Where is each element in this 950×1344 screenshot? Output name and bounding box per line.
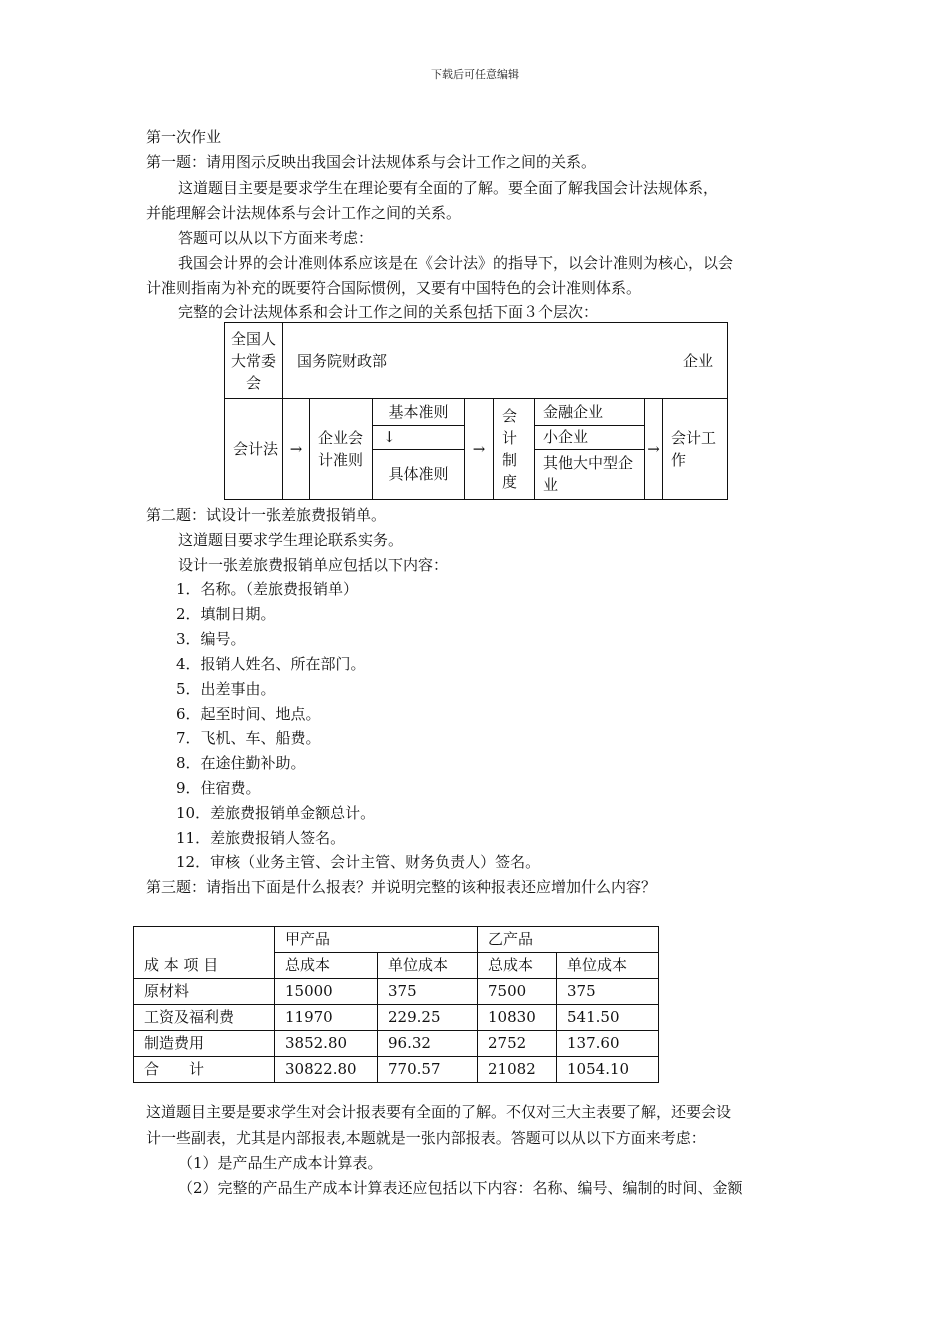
unit-cost-header: 单位成本 bbox=[557, 953, 659, 979]
table-cell: 原材料 bbox=[134, 979, 275, 1005]
list-item: 2．填制日期。 bbox=[176, 605, 276, 623]
q1-paragraph-line: 完整的会计法规体系和会计工作之间的关系包括下面３个层次： bbox=[178, 303, 599, 321]
ministry-enterprise-cell bbox=[283, 323, 728, 399]
accounting-law-cell: 会计法 bbox=[225, 399, 283, 500]
table-cell: 工资及福利费 bbox=[134, 1005, 275, 1031]
table-row bbox=[134, 979, 659, 1005]
table-cell: 21082 bbox=[478, 1057, 557, 1083]
table-row bbox=[134, 1031, 659, 1057]
q2-intro: 这道题目要求学生理论联系实务。 bbox=[178, 531, 404, 549]
q3-answer-line: （2）完整的产品生产成本计算表还应包括以下内容：名称、编号、编制的时间、金额 bbox=[178, 1179, 743, 1197]
ministry-label: 国务院财政部 bbox=[297, 351, 388, 370]
table-cell: 375 bbox=[378, 979, 478, 1005]
list-item: 12．审核（业务主管、会计主管、财务负责人）签名。 bbox=[176, 853, 541, 871]
product-a-header: 甲产品 bbox=[275, 927, 478, 953]
arrow-cell: → bbox=[283, 399, 310, 500]
table-cell: 制造费用 bbox=[134, 1031, 275, 1057]
table-cell: 375 bbox=[557, 979, 659, 1005]
list-item: 11．差旅费报销人签名。 bbox=[176, 829, 346, 847]
q3-answer-line: 这道题目主要是要求学生对会计报表要有全面的了解。不仅对三大主表要了解，还要会设 bbox=[146, 1103, 732, 1121]
table-cell: 11970 bbox=[275, 1005, 378, 1031]
table-cell: 229.25 bbox=[378, 1005, 478, 1031]
list-item: 8．在途住勤补助。 bbox=[176, 754, 306, 772]
table-row bbox=[134, 1005, 659, 1031]
table-cell: 2752 bbox=[478, 1031, 557, 1057]
list-item: 4．报销人姓名、所在部门。 bbox=[176, 655, 366, 673]
q1-paragraph-line: 我国会计界的会计准则体系应该是在《会计法》的指导下，以会计准则为核心，以会 bbox=[178, 254, 734, 272]
table-cell: 1054.10 bbox=[557, 1057, 659, 1083]
enterprise-label: 企业 bbox=[683, 351, 714, 370]
list-item: 6．起至时间、地点。 bbox=[176, 705, 321, 723]
list-item: 10．差旅费报销单金额总计。 bbox=[176, 804, 376, 822]
enterprise-standards-cell: 企业会计准则 bbox=[310, 399, 373, 500]
list-item: 5．出差事由。 bbox=[176, 680, 276, 698]
regulation-relation-table bbox=[224, 322, 728, 500]
assignment-title: 第一次作业 bbox=[146, 128, 222, 146]
list-item: 9．住宿费。 bbox=[176, 779, 261, 797]
down-arrow-cell: ↓ bbox=[373, 425, 465, 449]
accounting-work-cell: 会计工作 bbox=[663, 399, 728, 500]
cost-table bbox=[133, 926, 659, 1083]
table-row bbox=[134, 1057, 659, 1083]
specific-standards-cell: 具体准则 bbox=[373, 449, 465, 499]
q1-paragraph-line: 计准则指南为补充的既要符合国际惯例，又要有中国特色的会计准则体系。 bbox=[146, 279, 642, 297]
authority-cell: 全国人大常委会 bbox=[225, 323, 283, 399]
q3-answer-line: （1）是产品生产成本计算表。 bbox=[178, 1154, 383, 1172]
total-cost-header: 总成本 bbox=[275, 953, 378, 979]
q1-paragraph-line: 这道题目主要是要求学生在理论要有全面的了解。要全面了解我国会计法规体系， bbox=[178, 179, 719, 197]
q1-paragraph-line: 答题可以从以下方面来考虑： bbox=[178, 229, 374, 247]
table-cell: 137.60 bbox=[557, 1031, 659, 1057]
page-header: 下载后可任意编辑 bbox=[431, 68, 519, 81]
q2-intro: 设计一张差旅费报销单应包括以下内容： bbox=[178, 556, 449, 574]
other-enterprise-cell: 其他大中型企业 bbox=[535, 449, 645, 499]
table-cell: 96.32 bbox=[378, 1031, 478, 1057]
financial-enterprise-cell: 金融企业 bbox=[535, 399, 645, 425]
table-cell: 15000 bbox=[275, 979, 378, 1005]
list-item: 1．名称。（差旅费报销单） bbox=[176, 580, 359, 598]
table-cell: 10830 bbox=[478, 1005, 557, 1031]
table-cell: 7500 bbox=[478, 979, 557, 1005]
question-2-title: 第二题：试设计一张差旅费报销单。 bbox=[146, 506, 387, 524]
q3-answer-line: 计一些副表，尤其是内部报表,本题就是一张内部报表。答题可以从以下方面来考虑： bbox=[146, 1129, 706, 1147]
list-item: 7．飞机、车、船费。 bbox=[176, 729, 321, 747]
arrow-cell: → bbox=[465, 399, 494, 500]
cost-item-header: 成 本 项 目 bbox=[134, 927, 275, 979]
basic-standards-cell: 基本准则 bbox=[373, 399, 465, 425]
accounting-system-cell: 会计制度 bbox=[494, 399, 535, 500]
table-cell: 合 计 bbox=[134, 1057, 275, 1083]
arrow-cell: → bbox=[645, 399, 663, 500]
table-cell: 541.50 bbox=[557, 1005, 659, 1031]
table-cell: 3852.80 bbox=[275, 1031, 378, 1057]
q1-paragraph-line: 并能理解会计法规体系与会计工作之间的关系。 bbox=[146, 204, 462, 222]
product-b-header: 乙产品 bbox=[478, 927, 659, 953]
question-1-title: 第一题：请用图示反映出我国会计法规体系与会计工作之间的关系。 bbox=[146, 153, 597, 171]
question-3-title: 第三题：请指出下面是什么报表？并说明完整的该种报表还应增加什么内容？ bbox=[146, 878, 657, 896]
table-cell: 30822.80 bbox=[275, 1057, 378, 1083]
small-enterprise-cell: 小企业 bbox=[535, 425, 645, 449]
table-cell: 770.57 bbox=[378, 1057, 478, 1083]
total-cost-header: 总成本 bbox=[478, 953, 557, 979]
unit-cost-header: 单位成本 bbox=[378, 953, 478, 979]
list-item: 3．编号。 bbox=[176, 630, 246, 648]
